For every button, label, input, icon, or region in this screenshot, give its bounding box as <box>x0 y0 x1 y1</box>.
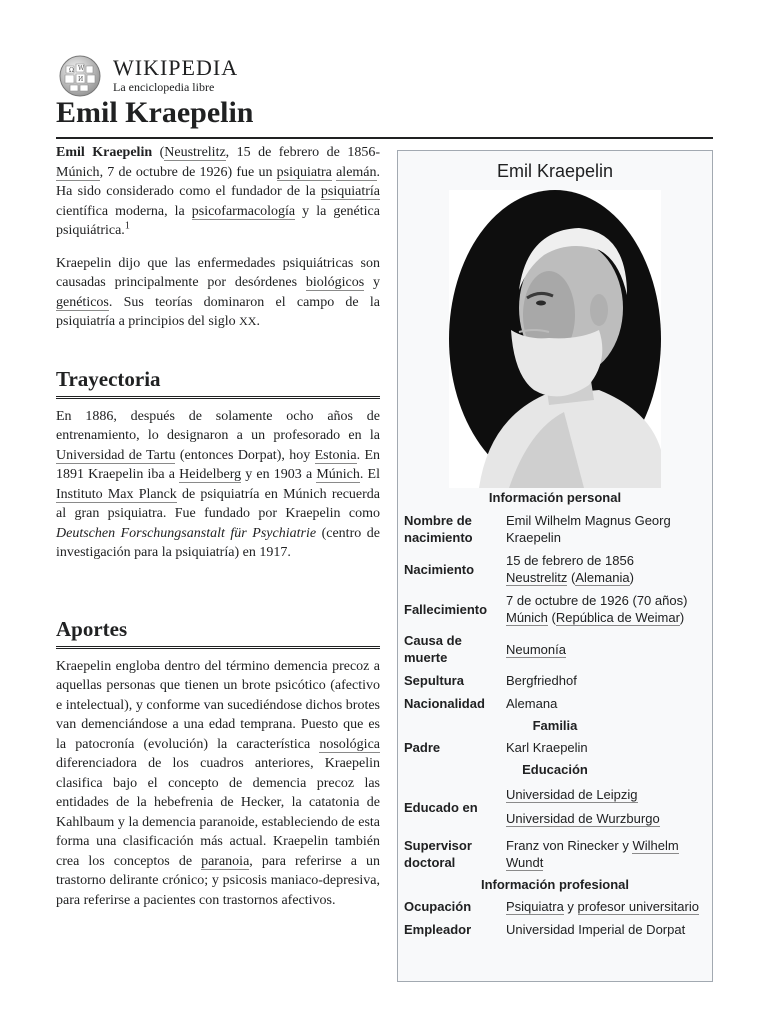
link-paranoia[interactable]: paranoia <box>201 853 250 869</box>
link-universidad-leipzig[interactable]: Universidad de Leipzig <box>506 787 638 802</box>
link-munich-2[interactable]: Múnich <box>316 467 360 482</box>
row-causa-muerte: Causa de muerte Neumonía <box>404 633 566 665</box>
link-instituto-max-planck[interactable]: Instituto Max Planck <box>56 486 177 502</box>
link-munich-ib[interactable]: Múnich <box>506 610 548 625</box>
link-psicofarmacologia[interactable]: psicofarmacología <box>191 203 296 219</box>
intro-paragraph-2: Kraepelin dijo que las enfermedades psiquiátricas son causadas principalmente por desórdenes biológicos y genéticos. Sus teorías dominaron el campo de la psiquiatría a principios del siglo XX. <box>56 255 380 329</box>
link-biologicos[interactable]: biológicos <box>305 275 365 290</box>
reference-1[interactable]: 1 <box>124 220 130 232</box>
infobox-title: Emil Kraepelin <box>496 161 614 181</box>
section-profesional: Información profesional <box>480 877 630 892</box>
link-aleman[interactable]: alemán <box>336 164 377 180</box>
link-neustrelitz-ib[interactable]: Neustrelitz <box>506 570 568 585</box>
link-universidad-wurzburgo[interactable]: Universidad de Wurzburgo <box>506 811 660 826</box>
section-heading-trayectoria: Trayectoria <box>56 370 380 399</box>
infobox <box>397 150 713 982</box>
link-neustrelitz[interactable]: Neustrelitz <box>164 145 226 160</box>
link-neumonia[interactable]: Neumonía <box>506 641 566 657</box>
intro-section <box>56 143 380 345</box>
link-psiquiatra-ib[interactable]: Psiquiatra <box>506 899 564 914</box>
trayectoria-paragraph: En 1886, después de solamente ocho años de entrenamiento, lo designaron a un profesorado en la Universidad de Tartu (entonces Dorpat), hoy Estonia. En 1891 Kraepelin iba a Heidelberg y en 1903 a Múnich. El Instituto Max Planck de psiquiatría en Múnich recuerda al gran psiquiatra. Fue fundado por Kraepelin como Deutschen Forschungsanstalt für Psychiatrie (centro de investigación para la psiquiatría) en 1917. <box>56 408 380 560</box>
link-republica-weimar[interactable]: República de Weimar <box>555 610 680 625</box>
site-header <box>56 52 316 98</box>
link-psiquiatra[interactable]: psiquiatra <box>276 164 332 180</box>
section-personal: Información personal <box>488 490 622 505</box>
intro-paragraph-1: Emil Kraepelin (Neustrelitz, 15 de febrero de 1856-Múnich, 7 de octubre de 1926) fue un psiquiatra alemán. Ha sido considerado como el fundador de la psiquiatría científica moderna, la psicofarmacología y la genética psiquiátrica.$^1$ <box>56 145 381 238</box>
infobox-table <box>398 509 712 941</box>
svg-text:Ω: Ω <box>69 67 74 74</box>
wikipedia-tagline: La enciclopedia libre <box>113 80 215 94</box>
page-title: Emil Kraepelin <box>56 96 254 129</box>
row-sepultura: Sepultura Bergfriedhof <box>404 673 577 688</box>
row-nombre: Nombre de nacimiento Emil Wilhelm Magnus Georg Kraepelin <box>404 513 671 545</box>
link-geneticos[interactable]: genéticos <box>56 294 109 310</box>
title-divider <box>56 137 713 139</box>
row-ocupacion: Ocupación Psiquiatra y profesor universitario <box>404 899 699 914</box>
aportes-paragraph: Kraepelin engloba dentro del término demencia precoz a aquellas personas que tienen un brote psicótico (afectivo e intelectual), y conforme van sucediéndose dichos brotes van demenciándose a una edad temprana. Puesto que es la patocronía (evolución) la característica nosológica diferenciadora de los cuadros anteriores, Kraepelin clasifica bajo el concepto de demencia precoz las entidades de la hebefrenia de Hecker, la catatonia de Kahlbaum y la demencia paranoide, estableciendo de esta forma una clasificación más actual. Kraepelin también crea los conceptos de paranoia, para referirse a un trastorno delirante crónico; y psicosis maniaco-depresiva, para referirse a pacientes con trastornos afectivos. <box>56 658 380 908</box>
link-heidelberg[interactable]: Heidelberg <box>179 467 242 482</box>
link-profesor-universitario[interactable]: profesor universitario <box>577 899 699 914</box>
trayectoria-section <box>56 367 380 576</box>
row-educado-en: Educado en Universidad de Leipzig Universidad de Wurzburgo <box>404 787 660 826</box>
svg-text:И: И <box>78 76 84 83</box>
link-estonia[interactable]: Estonia <box>314 447 357 463</box>
section-heading-aportes: Aportes <box>56 620 380 649</box>
row-padre: Padre Karl Kraepelin <box>404 740 588 755</box>
portrait-image[interactable] <box>449 190 661 488</box>
row-nacionalidad: Nacionalidad Alemana <box>404 696 558 711</box>
link-alemania[interactable]: Alemania <box>575 570 630 585</box>
subject-name: Emil Kraepelin <box>56 145 153 160</box>
section-educacion: Educación <box>522 762 588 777</box>
wikipedia-globe-icon[interactable] <box>56 54 104 98</box>
row-supervisor: Supervisor doctoral Franz von Rinecker y Wilhelm Wundt <box>404 838 679 870</box>
wikipedia-wordmark[interactable]: WIKIPEDIA <box>113 55 239 80</box>
row-empleador: Empleador Universidad Imperial de Dorpat <box>404 922 686 937</box>
link-nosologica[interactable]: nosológica <box>319 736 380 752</box>
link-wilhelm-wundt[interactable]: Wilhelm Wundt <box>506 838 679 870</box>
row-nacimiento: Nacimiento 15 de febrero de 1856 Neustrelitz (Alemania) <box>404 553 634 585</box>
link-universidad-tartu[interactable]: Universidad de Tartu <box>56 447 176 463</box>
svg-text:W: W <box>78 65 85 72</box>
section-familia: Familia <box>532 718 578 733</box>
aportes-section <box>56 617 380 923</box>
row-fallecimiento: Fallecimiento 7 de octubre de 1926 (70 años) Múnich (República de Weimar) <box>404 593 688 625</box>
link-psiquiatria[interactable]: psiquiatría <box>320 184 380 199</box>
link-munich[interactable]: Múnich <box>56 164 100 180</box>
